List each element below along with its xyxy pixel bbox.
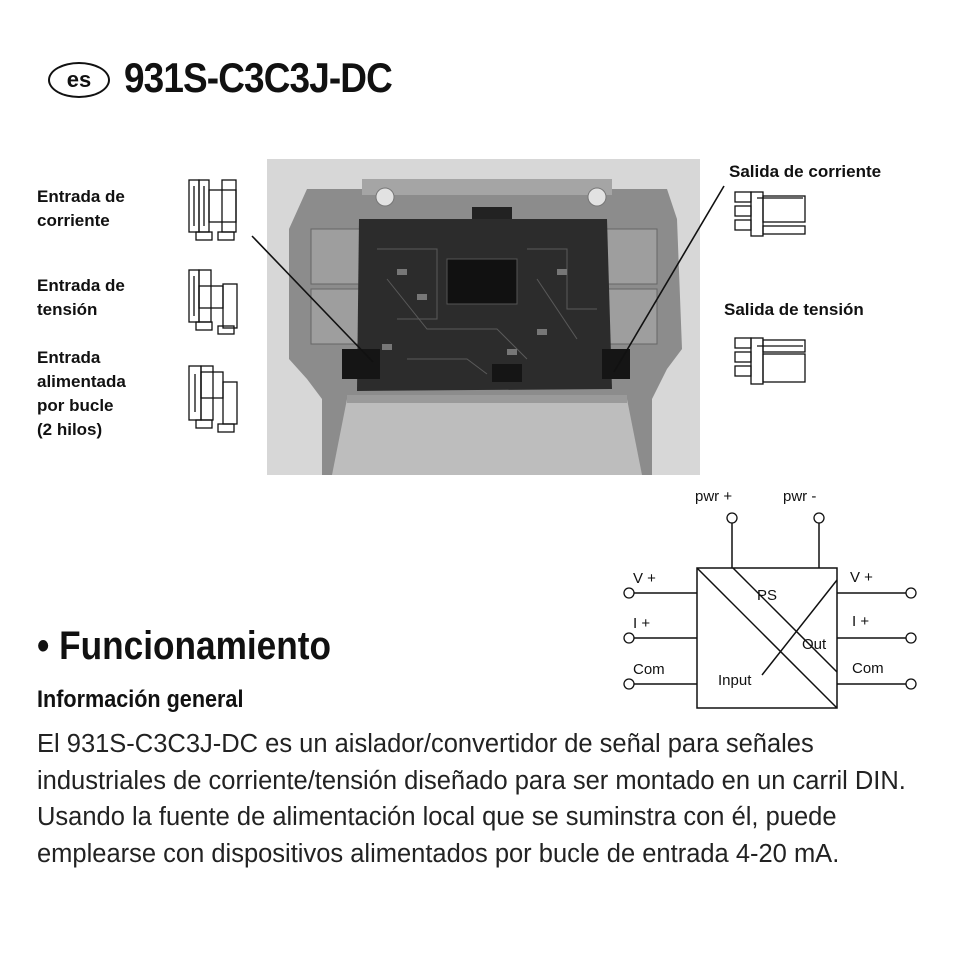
- section-title: [37, 624, 331, 669]
- label-left-i-plus: I +: [633, 615, 651, 632]
- label-pwr-plus: pwr +: [695, 488, 733, 505]
- terminal-right-v-plus: [906, 588, 916, 598]
- label-voltage-input: Entrada de tensión: [37, 276, 125, 319]
- body-paragraph: El 931S-C3C3J-DC es un aislador/convertidor de señal para señales industriales de corriente/tensión diseñado para ser montado en un carril DIN. Usando la fuente de alimentación local que se suminstra con él, puede emplearse con dispositivos alimentados por bucle de entrada 4-20 mA.: [37, 730, 906, 868]
- terminal-left-com: [624, 679, 634, 689]
- label-current-input: Entrada de corriente: [37, 187, 125, 230]
- label-voltage-output: Salida de tensión: [724, 300, 864, 319]
- label-left-com: Com: [633, 661, 665, 678]
- label-right-v-plus: V +: [850, 569, 873, 586]
- label-ps: PS: [757, 587, 778, 604]
- section-title-text: Funcionamiento: [59, 624, 331, 668]
- terminal-pwr-minus: [814, 513, 824, 523]
- language-code: es: [66, 67, 92, 92]
- terminal-right-i-plus: [906, 633, 916, 643]
- model-title: 931S-C3C3J-DC: [124, 54, 392, 101]
- label-loop-powered-input: Entrada alimentada por bucle (2 hilos): [37, 348, 126, 439]
- label-right-i-plus: I +: [852, 613, 870, 630]
- terminal-left-i-plus: [624, 633, 634, 643]
- label-input: Input: [718, 672, 752, 689]
- label-right-com: Com: [852, 660, 884, 677]
- label-left-v-plus: V +: [633, 570, 656, 587]
- subsection-title: Información general: [37, 686, 244, 713]
- terminal-left-v-plus: [624, 588, 634, 598]
- label-pwr-minus: pwr -: [783, 488, 817, 505]
- terminal-right-com: [906, 679, 916, 689]
- bullet: •: [37, 624, 50, 668]
- terminal-pwr-plus: [727, 513, 737, 523]
- label-current-output: Salida de corriente: [729, 162, 882, 181]
- block-schematic: [600, 480, 930, 720]
- label-out: Out: [802, 636, 827, 653]
